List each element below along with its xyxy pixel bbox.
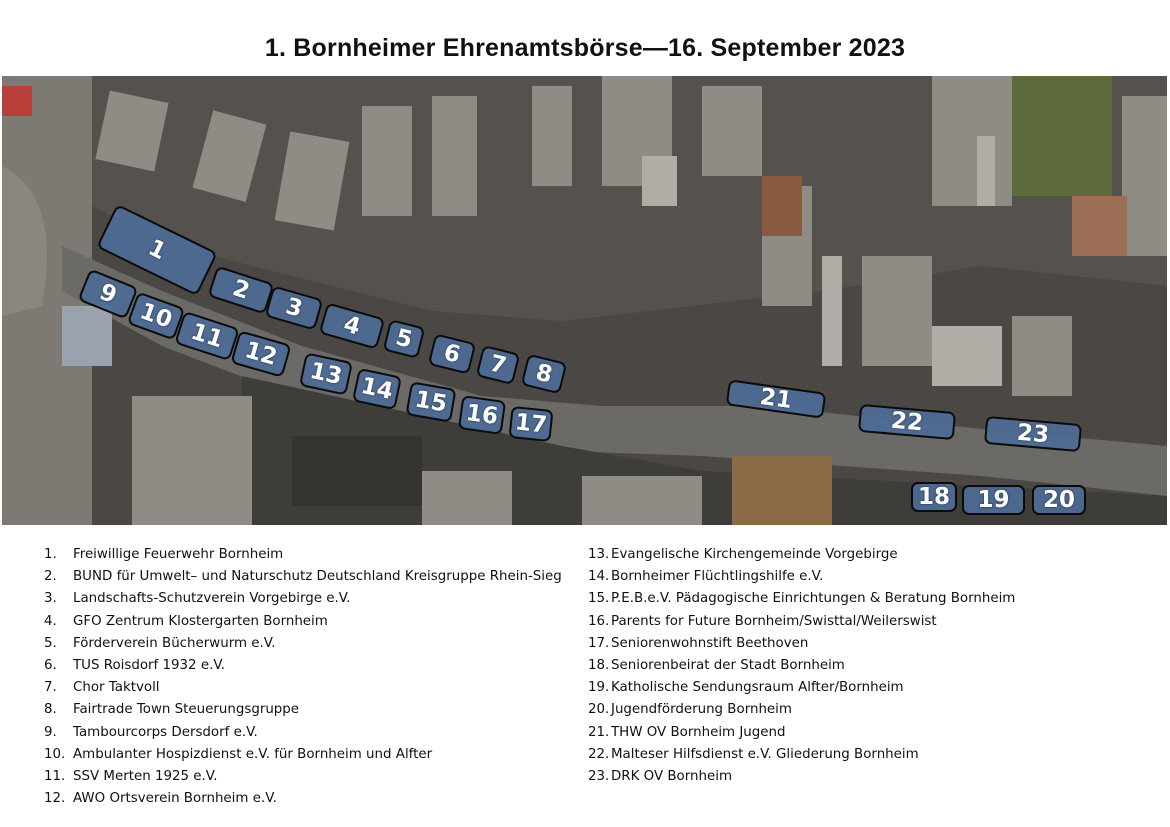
legend-item: 5. Förderverein Bücherwurm e.V. (44, 635, 276, 651)
map-marker-5[interactable]: 5 (383, 319, 426, 359)
legend-item: 17. Seniorenwohnstift Beethoven (588, 635, 809, 651)
legend-item: 11. SSV Merten 1925 e.V. (44, 769, 218, 785)
map-marker-6[interactable]: 6 (428, 333, 476, 374)
legend-item: 18. Seniorenbeirat der Stadt Bornheim (588, 658, 845, 674)
legend-item: 4. GFO Zentrum Klostergarten Bornheim (44, 613, 328, 629)
legend-item: 20. Jugendförderung Bornheim (588, 702, 792, 718)
map-marker-20[interactable]: 20 (1032, 485, 1086, 515)
map-marker-21[interactable]: 21 (726, 379, 827, 418)
page-title: 1. Bornheimer Ehrenamtsbörse—16. September 2023 (264, 34, 906, 62)
legend-item: 7. Chor Taktvoll (44, 680, 160, 696)
legend-item: 22. Malteser Hilfsdienst e.V. Gliederung Bornheim (588, 746, 919, 762)
map-marker-11[interactable]: 11 (174, 311, 240, 361)
legend-item: 10. Ambulanter Hospizdienst e.V. für Bornheim und Alfter (44, 746, 433, 762)
map-marker-8[interactable]: 8 (521, 354, 568, 395)
map-marker-17[interactable]: 17 (508, 406, 553, 442)
legend-item: 15. P.E.B.e.V. Pädagogische Einrichtungen & Beratung Bornheim (588, 591, 1016, 607)
legend-item: 23. DRK OV Bornheim (588, 769, 732, 785)
legend-column-left (44, 544, 584, 810)
map-marker-2[interactable]: 2 (208, 266, 275, 315)
legend-item: 16. Parents for Future Bornheim/Swisttal/Weilerswist (588, 613, 937, 629)
legend-item: 13. Evangelische Kirchengemeinde Vorgebirge (588, 547, 898, 562)
map-marker-23[interactable]: 23 (984, 416, 1082, 452)
map-marker-22[interactable]: 22 (858, 404, 956, 440)
legend-item: 8. Fairtrade Town Steuerungsgruppe (44, 702, 300, 718)
legend-item: 21. THW OV Bornheim Jugend (588, 724, 786, 740)
map-marker-7[interactable]: 7 (476, 345, 521, 385)
map-marker-4[interactable]: 4 (319, 302, 385, 349)
map-marker-9[interactable]: 9 (78, 268, 139, 319)
map-marker-1[interactable]: 1 (96, 204, 218, 296)
aerial-photo-background (2, 76, 1167, 525)
map-marker-12[interactable]: 12 (230, 330, 291, 378)
legend-item: 14. Bornheimer Flüchtlingshilfe e.V. (588, 569, 824, 585)
legend-item: 19. Katholische Sendungsraum Alfter/Bornheim (588, 680, 904, 696)
map-marker-13[interactable]: 13 (299, 352, 353, 395)
legend-item: 12. AWO Ortsverein Bornheim e.V. (44, 791, 277, 807)
aerial-map (2, 76, 1167, 525)
legend-column-right (588, 544, 1148, 788)
legend-item: 3. Landschafts-Schutzverein Vorgebirge e.V. (44, 591, 351, 607)
map-marker-14[interactable]: 14 (352, 368, 402, 410)
legend-item: 1. Freiwillige Feuerwehr Bornheim (44, 547, 284, 562)
legend-item: 2. BUND für Umwelt– und Naturschutz Deutschland Kreisgruppe Rhein-Sieg (44, 569, 562, 585)
map-marker-16[interactable]: 16 (458, 395, 506, 435)
map-marker-10[interactable]: 10 (127, 291, 186, 340)
map-marker-15[interactable]: 15 (405, 381, 456, 422)
legend-item: 6. TUS Roisdorf 1932 e.V. (44, 658, 226, 674)
map-marker-18[interactable]: 18 (911, 482, 957, 512)
legend-item: 9. Tambourcorps Dersdorf e.V. (44, 724, 258, 740)
map-marker-3[interactable]: 3 (265, 285, 324, 330)
map-marker-19[interactable]: 19 (962, 485, 1025, 515)
